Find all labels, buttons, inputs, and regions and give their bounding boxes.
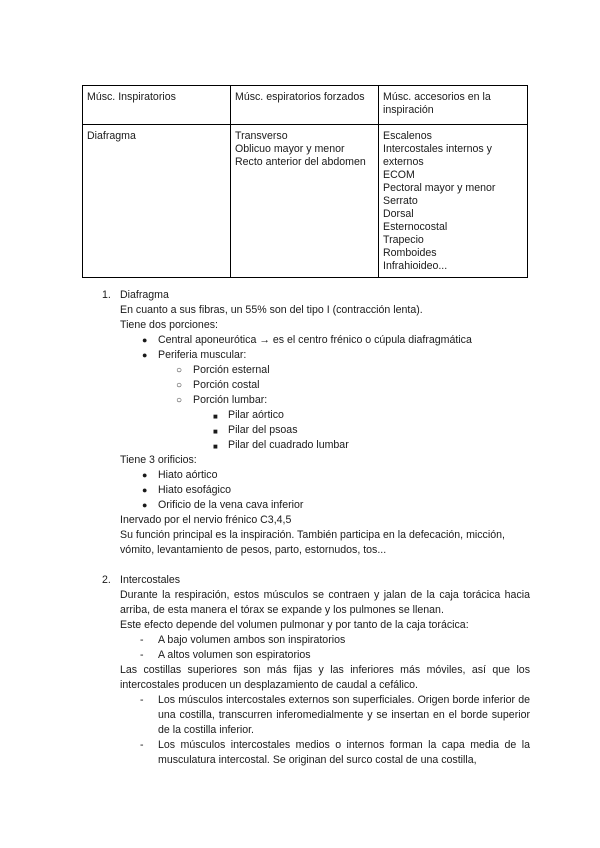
square-bullet-icon: ■ bbox=[213, 442, 218, 451]
list-item-text: Orificio de la vena cava inferior bbox=[158, 499, 304, 511]
section-title: Intercostales bbox=[120, 574, 181, 586]
list-item-text: Hiato aórtico bbox=[158, 469, 218, 481]
dash-bullet-icon: - bbox=[140, 694, 144, 706]
list-item-text: Porción esternal bbox=[193, 364, 270, 376]
cell-line: Esternocostal bbox=[383, 221, 448, 233]
table-row bbox=[83, 125, 528, 278]
cell-line: Intercostales internos y externos bbox=[383, 143, 492, 168]
table-header-forced-expiratory: Músc. espiratorios forzados bbox=[231, 86, 379, 125]
section-intercostales bbox=[98, 573, 530, 768]
list-item-text: Pilar aórtico bbox=[228, 409, 284, 421]
circle-bullet-icon: ○ bbox=[176, 380, 183, 391]
section-title: Diafragma bbox=[120, 289, 169, 301]
list-item bbox=[120, 738, 530, 768]
table-header-row bbox=[83, 86, 528, 125]
section-number: 2. bbox=[102, 574, 111, 586]
bullet-icon: ● bbox=[142, 470, 148, 480]
list-item bbox=[120, 423, 530, 438]
list-item-text: A bajo volumen ambos son inspiratorios bbox=[158, 634, 346, 646]
list-item bbox=[120, 438, 530, 453]
list-item-text: Los músculos intercostales medios o internos forman la capa media de la musculatura intercostal. Se originan del surco costal de una costilla, bbox=[158, 739, 530, 766]
list-item-text: Pilar del psoas bbox=[228, 424, 298, 436]
list-item-text: Periferia muscular: bbox=[158, 349, 247, 361]
list-item bbox=[120, 333, 530, 348]
square-bullet-icon: ■ bbox=[213, 412, 218, 421]
cell-line: Romboides bbox=[383, 247, 437, 259]
list-item bbox=[120, 393, 530, 408]
list-item bbox=[120, 408, 530, 423]
paragraph: Tiene 3 orificios: bbox=[120, 454, 197, 466]
list-item-text: A altos volumen son espiratorios bbox=[158, 649, 311, 661]
list-item bbox=[120, 363, 530, 378]
table-cell-forced-expiratory bbox=[231, 125, 379, 278]
muscles-table bbox=[82, 85, 528, 278]
list-item bbox=[120, 693, 530, 738]
dash-bullet-icon: - bbox=[140, 634, 144, 646]
list-item bbox=[120, 468, 530, 483]
document-body bbox=[98, 288, 530, 768]
cell-line: Recto anterior del abdomen bbox=[235, 156, 366, 168]
cell-line: Dorsal bbox=[383, 208, 414, 220]
cell-line: Transverso bbox=[235, 130, 288, 142]
paragraph: En cuanto a sus fibras, un 55% son del tipo I (contracción lenta). bbox=[120, 304, 423, 316]
table-header-inspiratory: Músc. Inspiratorios bbox=[83, 86, 231, 125]
list-item bbox=[120, 378, 530, 393]
paragraph: Las costillas superiores son más fijas y las inferiores más móviles, así que los intercostales producen un desplazamiento de caudal a cefálico. bbox=[120, 664, 530, 691]
dash-bullet-icon: - bbox=[140, 739, 144, 751]
list-item bbox=[120, 648, 530, 663]
square-bullet-icon: ■ bbox=[213, 427, 218, 436]
table-header-accessory: Músc. accesorios en la inspiración bbox=[379, 86, 528, 125]
list-item bbox=[120, 348, 530, 363]
circle-bullet-icon: ○ bbox=[176, 365, 183, 376]
list-item-text: Pilar del cuadrado lumbar bbox=[228, 439, 349, 451]
cell-line: Escalenos bbox=[383, 130, 432, 142]
list-item bbox=[120, 498, 530, 513]
bullet-icon: ● bbox=[142, 500, 148, 510]
bullet-icon: ● bbox=[142, 335, 148, 345]
list-item-text: Porción lumbar: bbox=[193, 394, 268, 406]
table-cell-accessory bbox=[379, 125, 528, 278]
spacer bbox=[98, 558, 530, 573]
paragraph: Este efecto depende del volumen pulmonar y por tanto de la caja torácica: bbox=[120, 619, 469, 631]
list-item-text: Los músculos intercostales externos son superficiales. Origen borde inferior de una costilla, transcurren inferomedialmente y se insertan en el borde superior de la costilla inferior. bbox=[158, 694, 530, 736]
dash-bullet-icon: - bbox=[140, 649, 144, 661]
bullet-icon: ● bbox=[142, 485, 148, 495]
table-cell-inspiratory bbox=[83, 125, 231, 278]
list-item bbox=[120, 483, 530, 498]
cell-line: ECOM bbox=[383, 169, 415, 181]
section-diafragma bbox=[98, 288, 530, 558]
paragraph: Inervado por el nervio frénico C3,4,5 bbox=[120, 514, 292, 526]
list-item-text: Central aponeurótica → es el centro frénico o cúpula diafragmática bbox=[158, 334, 472, 346]
cell-line: Diafragma bbox=[87, 130, 136, 142]
cell-line: Infrahioideo... bbox=[383, 260, 448, 272]
bullet-icon: ● bbox=[142, 350, 148, 360]
paragraph: Su función principal es la inspiración. También participa en la defecación, micción, vómito, levantamiento de pesos, parto, estornudos, tos... bbox=[120, 529, 505, 556]
list-item-text: Hiato esofágico bbox=[158, 484, 232, 496]
paragraph: Durante la respiración, estos músculos se contraen y jalan de la caja torácica hacia arriba, de esta manera el tórax se expande y los pulmones se llenan. bbox=[120, 589, 530, 616]
list-item bbox=[120, 633, 530, 648]
list-item-text: Porción costal bbox=[193, 379, 260, 391]
paragraph: Tiene dos porciones: bbox=[120, 319, 218, 331]
section-number: 1. bbox=[102, 289, 111, 301]
circle-bullet-icon: ○ bbox=[176, 395, 183, 406]
cell-line: Serrato bbox=[383, 195, 418, 207]
cell-line: Trapecio bbox=[383, 234, 424, 246]
cell-line: Oblicuo mayor y menor bbox=[235, 143, 345, 155]
cell-line: Pectoral mayor y menor bbox=[383, 182, 496, 194]
